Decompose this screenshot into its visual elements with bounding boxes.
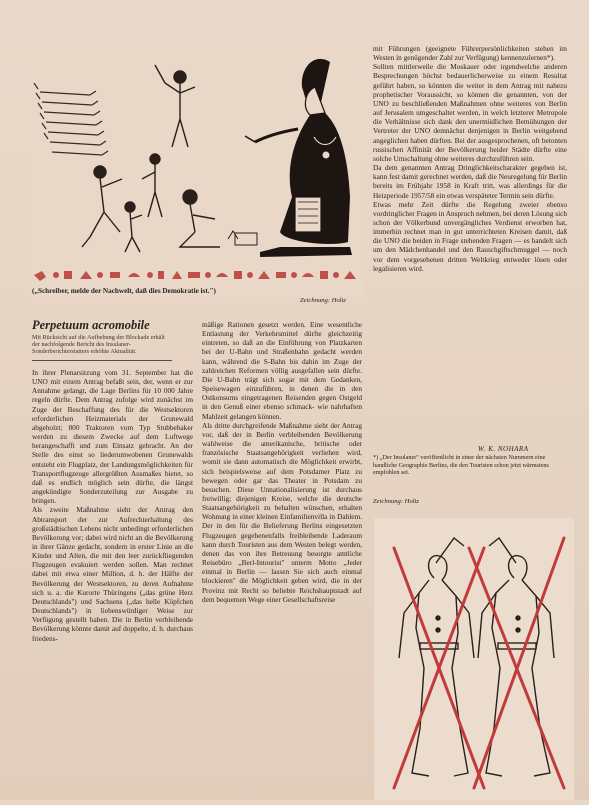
- footnote: *) „Der Insulaner" veröffentlicht in einer der nächsten Nummern eine handliche Geographie Berlins, die den Touristen schon jetzt wärmstens empfohlen sei.: [373, 454, 549, 477]
- article-headline: Perpetuum acromobile: [32, 318, 150, 332]
- col3-paragraph: mit Führungen (geeignete Führerpersönlichkeiten stehen im Westen in genügender Zahl zur Verfügung) kennenzulernen*).: [373, 44, 567, 63]
- column-3: [373, 44, 567, 273]
- col3-paragraph: Sollten mittlerweile die Moskauer oder irgendwelche anderen Besprechungen höchst bedauerlicherweise zu einem Resultat geführt haben, so könnten die weiter in dem Antrag mit nahezu prophetischer Voraussicht, so können die genannten, von der UNO zu beschließenden Maßnahmen ohne weiteres von Berlin auf Jerusalem umgeschaltet werden, in welch letzterer Metropole die Verhältnisse sich dank den unermüdlichen Bemühungen der Vertreter der UNO demnächst denjenigen in Berlin weitgehend angeglichen haben dürften. Bei der ausgesprochenen, oft betonten russischen Affinität der Bevölkerung beider Städte dürfte eine solche Umschaltung ohne weiteres durchzuführen sein.: [373, 62, 567, 163]
- column-2: [202, 320, 362, 604]
- illustration-caption: („Schreiber, melde der Nachwelt, daß dies Demokratie ist."): [32, 287, 216, 295]
- col2-paragraph: mäßige Rationen gesetzt werden. Eine wesentliche Entlastung der Verkehrsmittel dürfte gleichzeitig eintreten, so daß an die Einführung von Platzkarten bei der U-Bahn und Straßenbahn gedacht werden kann, während die S-Bahn bis dahin im Zuge der zahlreichen Reformen völlig ausgefallen sein dürfte. Die U-Bahn trägt sich sogar mit dem Gedanken, Speisewagen einzuführen, in denen die in den Ostkonsums eingetragenen Reisenden gegen Ostgeld in den Genuß einer ebenso schmack- wie nahrhaften Mahlzeit gelangen können.: [202, 320, 362, 421]
- headline-rule: [32, 360, 172, 361]
- col3-paragraph: Etwas mehr Zeit dürfte die Regelung zweier ebenso vordringlicher Fragen in Anspruch nehmen, bei deren Lösung sich schon der Völkerbund unvergängliches Verdienst erworben hat, immerhin rechnet man in gut unterrichteten Kreisen damit, daß die UNO die beiden in Frage stehenden Fragen — es handelt sich um den Mädchenhandel und den Rauschgiftschmuggel — noch vor dem vorgesehenen dritten Weltkrieg entweder lösen oder legalisieren wird.: [373, 199, 567, 273]
- soldiers-drawing: [374, 518, 574, 800]
- soldiers-cartoon-illustration: [374, 518, 574, 800]
- illustration-credit: Zeichnung: Holtz: [300, 297, 346, 304]
- col1-paragraph: In ihrer Plenarsitzung vom 31. September hat die UNO mit einem Antrag befaßt sein, der, wenn er zur Annahme gelangt, die Lage Berlins für 10 000 Jahre regeln dürfte. Dem Antrag zufolge wird zunächst im Zuge der Beschaffung des für die Westsektoren erforderlichen Heizmaterials der Grunewald abgeholzt; 800 Traktoren vom Typ Stubbebaker werden zu diesem Zwecke auf dem Luftwege herangeschafft und zum Einsatz gebracht. An der Stelle des einst so liederumwobenen Grunewalds entsteht ein Flugplatz, der Landungsmöglichkeiten für Transportflugzeuge allergrößten Ausmaßes bietet, so daß es endlich möglich sein dürfte, die längst angekündigte Sonderzuteilung zur Ausgabe zu bringen.: [32, 368, 193, 506]
- article-subhead: Mit Rücksicht auf die Aufhebung der Blockade erhält der nachfolgende Bericht des Insulaner-Sonderberichterstatters erhöhte Aktualität.: [32, 334, 165, 356]
- col2-paragraph: Als dritte durchgreifende Maßnahme sieht der Antrag vor, daß der in Berlin verbleibenden Bevölkerung wahlweise die amerikanische, britische oder französische Staatsangehörigkeit verliehen wird, womit sie dann automatisch die Möglichkeit erwirbt, sich beispielsweise auf dem Potsdamer Platz zu bewegen oder gar das Theater in Potsdam zu besuchen. Diese Unnationalisierung ist durchaus freiwillig; diejenigen Kreise, welche die deutsche Staatsangehörigkeit zu behalten wünschen, erhalten Wohnung in einer kleinen Einfamilienvilla in Dahlem. Der in den für die Belieferung Berlins eingesetzten Flugzeugen gegebenenfalls freibleibende Laderaum kann durch Touristen aus dem Westen belegt werden, denen das von ihre Betreuung besorgte amtliche Reisebüro „Berl-Intourist" unterm Motto „Jeder einmal in Berlin — lassen Sie sich auch einmal blockieren" die Möglichkeit geben wird, die in der Provinz mit Recht so beliebte Reichshauptstadt auf dem bequemen Wege einer Gesellschaftsreise: [202, 420, 362, 604]
- egyptian-drawing: [30, 47, 365, 297]
- col3-paragraph: Da dem genannten Antrag Dringlichkeitscharakter gegeben ist, kann fest damit gerechnet werden, daß die Neuregelung für Berlin bereits im Frühjahr 1958 in Kraft tritt, was allerdings für die Heizperiode 1957/58 ein etwas verspäteter Termin sein dürfte.: [373, 163, 567, 200]
- author-signature: W. K. NOHARA: [478, 445, 529, 453]
- bottom-illustration-credit: Zeichnung: Holtz: [373, 498, 419, 505]
- column-1: [32, 368, 193, 643]
- egyptian-scene-illustration: [30, 47, 365, 297]
- col1-paragraph: Als zweite Maßnahme sieht der Antrag den Abtransport der zur Aufrechterhaltung des großstädtischen Lebens nicht unbedingt erforderlichen Bevölkerung vor; dabei wird nicht an die Bevölkerung in ihrer Gänze gedacht, sondern in erster Linie an die Kinder und Alten, die mit den leer zurückfliegenden Flugzeugen evakuiert werden sollen. Man rechnet dabei mit etwa einer Million, d. h. der Hälfte der Bevölkerung der Westsektoren, zu deren Aufnahme sich u. a. die Kurorte Thüringens („das grüne Herz Deutschlands") und Sachsens („das helle Köpfchen Deutschlands") in liebenswürdiger Weise zur Verfügung gestellt haben. Die in Berlin verbleibende Bevölkerung könnte damit auf doppelte, d. h. durchaus friedens-: [32, 505, 193, 643]
